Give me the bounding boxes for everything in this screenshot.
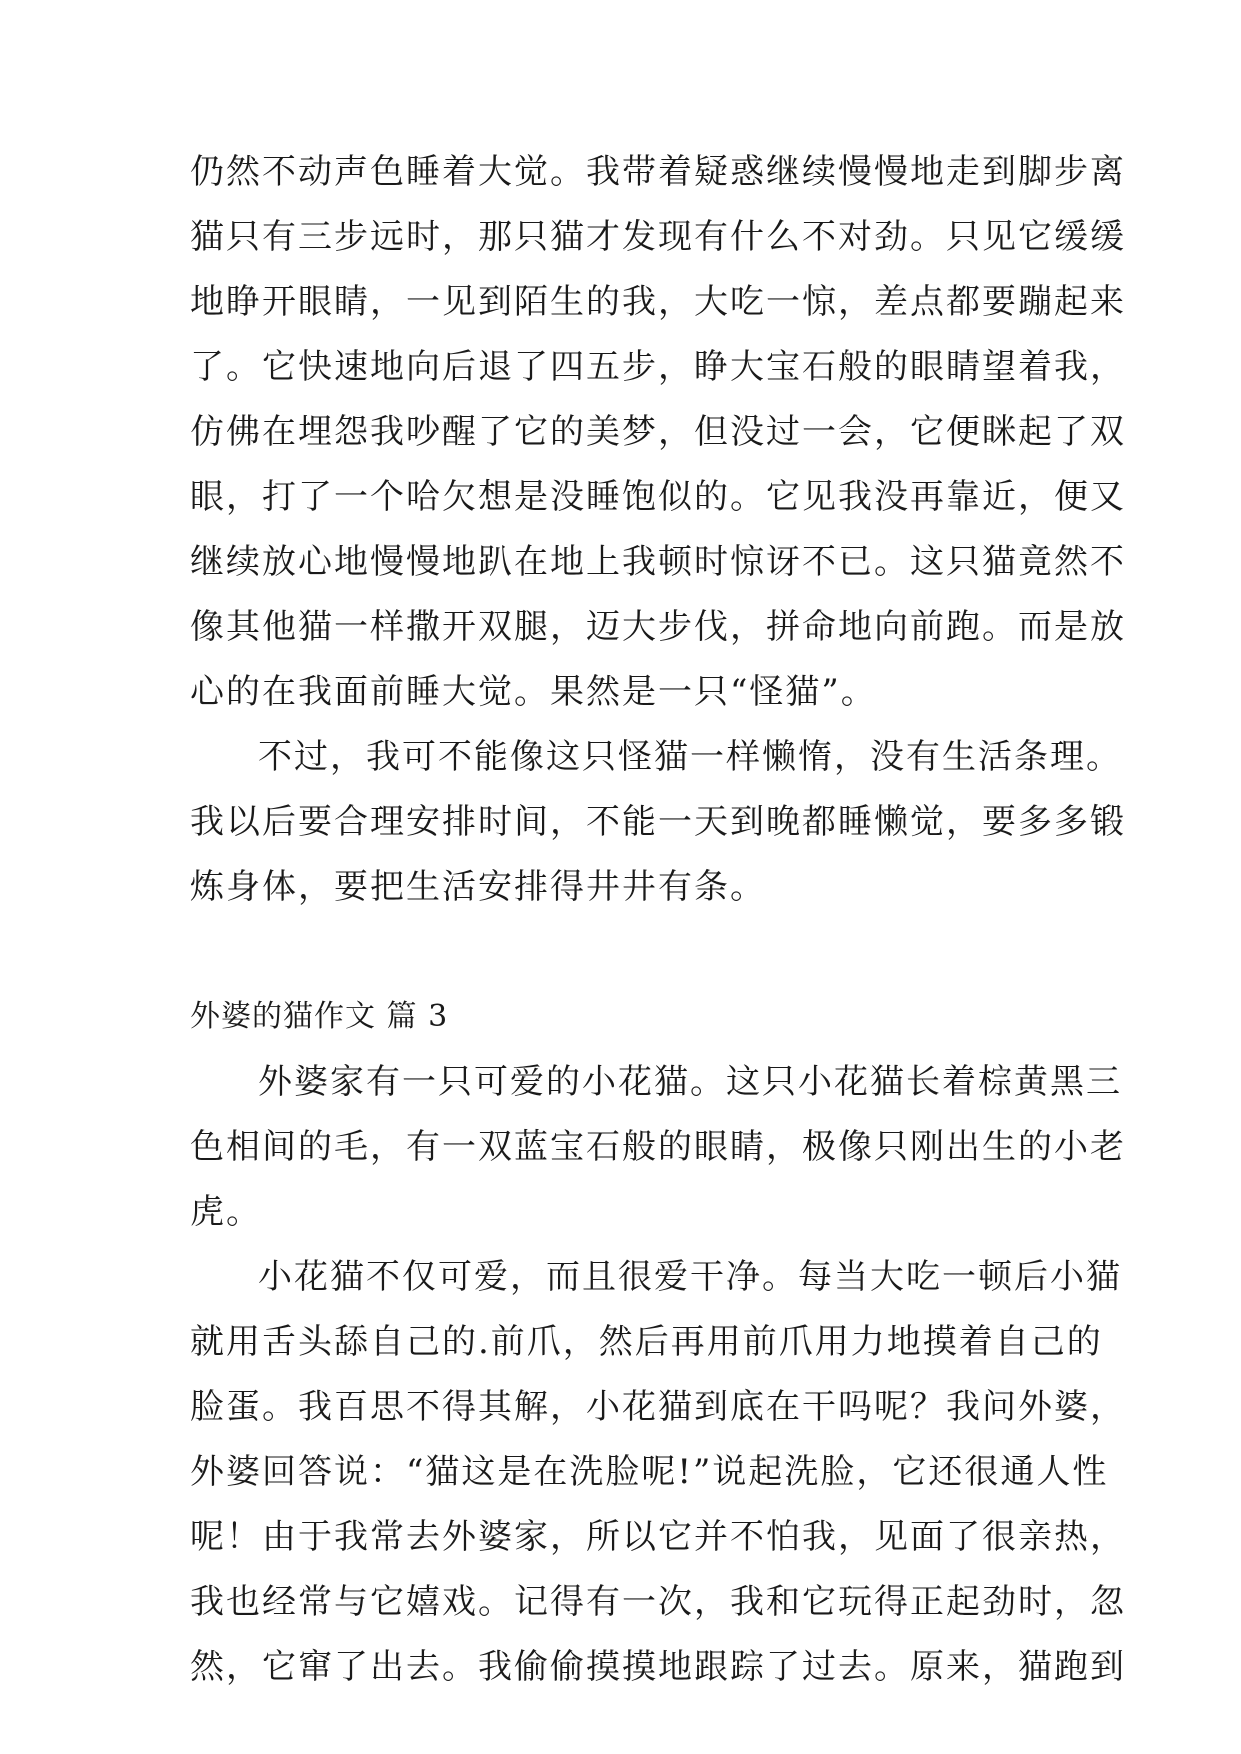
- text-line: 就用舌头舔自己的.前爪，然后再用前爪用力地摸着自己的: [190, 1322, 1103, 1362]
- paragraph-first-line: 小花猫不仅可爱，而且很爱干净。每当大吃一顿后小猫: [258, 1257, 1122, 1297]
- text-line: 地睁开眼睛，一见到陌生的我，大吃一惊，差点都要蹦起来: [190, 282, 1126, 322]
- text-line: 继续放心地慢慢地趴在地上我顿时惊讶不已。这只猫竟然不: [190, 542, 1126, 582]
- text-line: 然，它窜了出去。我偷偷摸摸地跟踪了过去。原来，猫跑到: [190, 1647, 1126, 1687]
- paragraph-first-line: 不过，我可不能像这只怪猫一样懒惰，没有生活条理。: [258, 737, 1122, 777]
- text-line: 脸蛋。我百思不得其解，小花猫到底在干吗呢？我问外婆，: [190, 1387, 1126, 1427]
- text-line: 外婆回答说：“猫这是在洗脸呢!”说起洗脸，它还很通人性: [190, 1452, 1109, 1492]
- text-line: 仍然不动声色睡着大觉。我带着疑惑继续慢慢地走到脚步离: [190, 152, 1126, 192]
- text-line: 我也经常与它嬉戏。记得有一次，我和它玩得正起劲时，忽: [190, 1582, 1126, 1622]
- text-line: 仿佛在埋怨我吵醒了它的美梦，但没过一会，它便眯起了双: [190, 412, 1126, 452]
- section-heading: 外婆的猫作文 篇 3: [190, 999, 449, 1034]
- text-line: 像其他猫一样撒开双腿，迈大步伐，拼命地向前跑。而是放: [190, 607, 1126, 647]
- paragraph-first-line: 外婆家有一只可爱的小花猫。这只小花猫长着棕黄黑三: [258, 1062, 1122, 1102]
- text-line: 眼，打了一个哈欠想是没睡饱似的。它见我没再靠近，便又: [190, 477, 1126, 517]
- text-line: 炼身体，要把生活安排得井井有条。: [190, 867, 766, 907]
- text-line: 了。它快速地向后退了四五步，睁大宝石般的眼睛望着我，: [190, 347, 1126, 387]
- text-line: 色相间的毛，有一双蓝宝石般的眼睛，极像只刚出生的小老: [190, 1127, 1126, 1167]
- text-line: 猫只有三步远时，那只猫才发现有什么不对劲。只见它缓缓: [190, 217, 1126, 257]
- text-line: 虎。: [190, 1192, 262, 1232]
- text-line: 我以后要合理安排时间，不能一天到晚都睡懒觉，要多多锻: [190, 802, 1126, 842]
- text-line: 呢！由于我常去外婆家，所以它并不怕我，见面了很亲热，: [190, 1517, 1126, 1557]
- text-line: 心的在我面前睡大觉。果然是一只“怪猫”。: [190, 672, 877, 712]
